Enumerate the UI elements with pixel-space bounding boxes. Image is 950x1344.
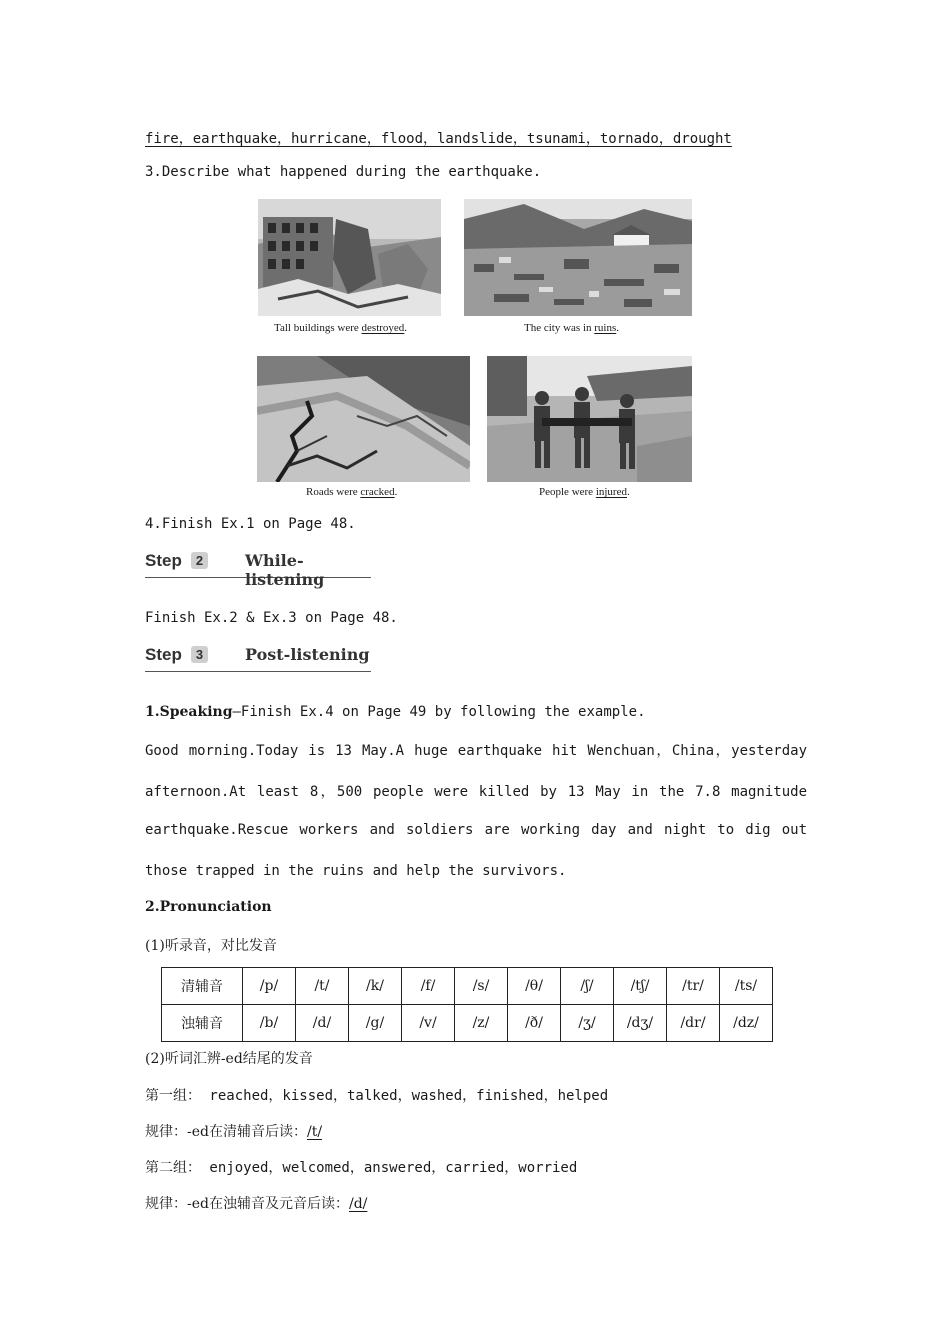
caption-destroyed [274, 322, 407, 334]
phoneme-cell: /v/ [402, 1005, 455, 1042]
caption-period: . [616, 322, 620, 334]
photo-city-ruins [464, 199, 692, 316]
caption-period: . [394, 486, 398, 498]
caption-injured [539, 486, 630, 498]
caption-keyword: ruins [594, 322, 617, 334]
group-label: 第二组： [145, 1160, 201, 1176]
item-3-instruction: 3.Describe what happened during the earthquake. [145, 164, 542, 180]
voiced-row [162, 1005, 773, 1042]
pronunciation-sub-1: (1)听录音，对比发音 [145, 938, 277, 954]
caption-keyword: injured [595, 486, 627, 498]
step-2-header [145, 551, 371, 589]
row-label: 浊辅音 [162, 1005, 243, 1042]
phoneme-cell: /k/ [349, 968, 402, 1005]
caption-text: People were [539, 486, 596, 498]
row-label: 清辅音 [162, 968, 243, 1005]
caption-text: Tall buildings were [274, 322, 362, 334]
speaking-label: 1.Speaking [145, 704, 233, 720]
step-title: While-listening [245, 551, 325, 589]
step-number-badge: 3 [191, 646, 208, 663]
group-words: reached，kissed，talked，washed，finished，helped [201, 1088, 609, 1104]
phoneme-cell: /ʒ/ [561, 1005, 614, 1042]
speaking-instruction: —Finish Ex.4 on Page 49 by following the example. [232, 704, 646, 720]
group-2 [145, 1157, 577, 1177]
group-1 [145, 1085, 608, 1105]
step-number-badge: 2 [191, 552, 208, 569]
voiceless-row [162, 968, 773, 1005]
phoneme-cell: /g/ [349, 1005, 402, 1042]
phoneme-cell: /f/ [402, 968, 455, 1005]
phoneme-cell: /dr/ [667, 1005, 720, 1042]
caption-cracked [306, 486, 397, 498]
group-words: enjoyed，welcomed，answered，carried，worried [201, 1160, 578, 1176]
phoneme-cell: /ʃ/ [561, 968, 614, 1005]
phoneme-cell: /dʒ/ [614, 1005, 667, 1042]
caption-period: . [626, 486, 630, 498]
disaster-words: fire，earthquake，hurricane，flood，landslide，tsunami，tornado，drought [145, 131, 732, 147]
speaking-example-line: those trapped in the ruins and help the survivors. [145, 863, 567, 879]
phoneme-cell: /s/ [455, 968, 508, 1005]
caption-text: Roads were [306, 486, 361, 498]
item-4-instruction: 4.Finish Ex.1 on Page 48. [145, 516, 356, 532]
phoneme-cell: /p/ [243, 968, 296, 1005]
caption-text: The city was in [524, 322, 595, 334]
speaking-example-line: Good morning.Today is 13 May.A huge earthquake hit Wenchuan，China，yesterday [145, 743, 807, 759]
photo-cracked-road [257, 356, 470, 482]
phoneme-cell: /b/ [243, 1005, 296, 1042]
step-word: Step [145, 645, 182, 664]
phoneme-cell: /ts/ [720, 968, 773, 1005]
consonant-table [161, 967, 773, 1042]
phoneme-cell: /t/ [296, 968, 349, 1005]
step-3-header [145, 645, 371, 672]
step-2-instruction: Finish Ex.2 & Ex.3 on Page 48. [145, 610, 398, 626]
photo-destroyed-buildings [258, 199, 441, 316]
rule-label: 规律：-ed在浊辅音及元音后读： [145, 1196, 349, 1212]
speaking-heading [145, 704, 646, 720]
step-word: Step [145, 551, 182, 570]
rule-answer: /d/ [348, 1196, 368, 1212]
rule-answer: /t/ [306, 1124, 323, 1140]
speaking-example-line: afternoon.At least 8，500 people were killed by 13 May in the 7.8 magnitude [145, 784, 807, 800]
pronunciation-sub-2: (2)听词汇辨-ed结尾的发音 [145, 1051, 313, 1067]
rule-1 [145, 1121, 322, 1141]
caption-period: . [404, 322, 408, 334]
step-title: Post-listening [245, 645, 370, 664]
phoneme-cell: /tʃ/ [614, 968, 667, 1005]
caption-keyword: cracked [360, 486, 395, 498]
phoneme-cell: /z/ [455, 1005, 508, 1042]
rule-2 [145, 1193, 367, 1213]
phoneme-cell: /θ/ [508, 968, 561, 1005]
caption-keyword: destroyed [361, 322, 405, 334]
pronunciation-heading: 2.Pronunciation [145, 899, 272, 915]
group-label: 第一组： [145, 1088, 201, 1104]
rule-label: 规律：-ed在清辅音后读： [145, 1124, 307, 1140]
phoneme-cell: /d/ [296, 1005, 349, 1042]
photo-injured-people [487, 356, 692, 482]
caption-ruins [524, 322, 619, 334]
phoneme-cell: /dz/ [720, 1005, 773, 1042]
phoneme-cell: /ð/ [508, 1005, 561, 1042]
phoneme-cell: /tr/ [667, 968, 720, 1005]
speaking-example-line: earthquake.Rescue workers and soldiers are working day and night to dig out [145, 822, 807, 838]
